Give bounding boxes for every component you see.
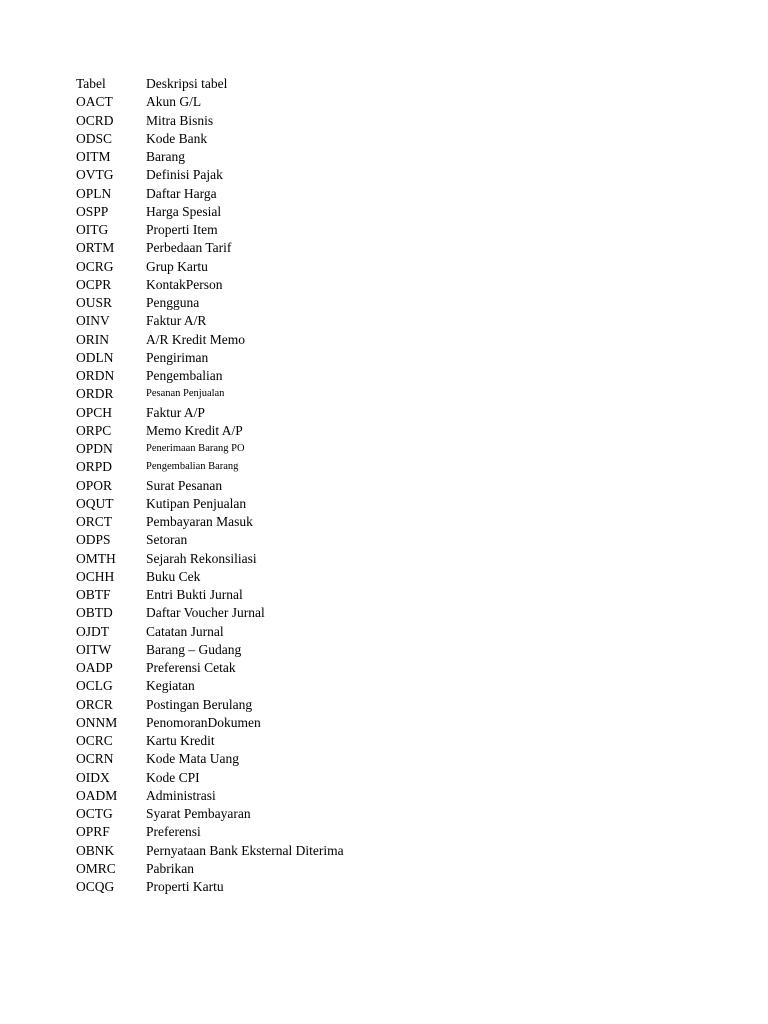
table-description: Buku Cek [146, 568, 201, 584]
table-code: OCHH [76, 568, 115, 584]
table-code: OCRC [76, 733, 113, 748]
table-row [76, 586, 736, 604]
table-row [76, 659, 736, 677]
table-description: Surat Pesanan [146, 477, 223, 493]
table-description: Kegiatan [146, 678, 195, 694]
table-row [76, 805, 736, 823]
table-row [76, 641, 736, 659]
table-row [76, 531, 736, 549]
table-code: OBNK [76, 842, 115, 858]
table-row [76, 787, 736, 805]
table-code: OPOR [76, 477, 113, 493]
table-code: OCTG [76, 806, 113, 821]
table-code: OCLG [76, 678, 113, 694]
table-description: Barang [146, 149, 185, 164]
table-code: OPRF [76, 824, 110, 840]
table-row [76, 677, 736, 695]
table-code: OITW [76, 641, 112, 657]
table-row [76, 112, 736, 130]
table-code: OCRG [76, 258, 114, 274]
table-code: OITG [76, 222, 109, 237]
table-row [76, 185, 736, 203]
table-code: OCPR [76, 276, 112, 292]
table-code: OMRC [76, 860, 116, 876]
table-row [76, 404, 736, 422]
table-description: Akun G/L [146, 94, 202, 110]
table-row [76, 568, 736, 586]
table-description: Harga Spesial [146, 203, 222, 219]
table-description: Pengguna [146, 295, 200, 310]
table-description: Penerimaan Barang PO [146, 443, 245, 454]
table-description: Setoran [146, 532, 188, 548]
table-header-row [76, 75, 736, 93]
table-row [76, 495, 736, 513]
table-row [76, 714, 736, 732]
table-description: Definisi Pajak [146, 167, 223, 183]
table-code: ONNM [76, 714, 118, 730]
table-code: OQUT [76, 495, 114, 511]
table-row [76, 385, 736, 403]
table-row [76, 148, 736, 166]
table-row [76, 550, 736, 568]
table-code: OMTH [76, 550, 116, 566]
table-description: Barang – Gudang [146, 641, 242, 657]
table-row [76, 331, 736, 349]
table-code: OADP [76, 660, 113, 675]
table-row [76, 878, 736, 896]
table-description: Pernyataan Bank Eksternal Diterima [146, 842, 344, 858]
table-row [76, 458, 736, 476]
header-code: Tabel [76, 76, 106, 91]
table-description: Syarat Pembayaran [146, 806, 251, 821]
table-code: OSPP [76, 203, 109, 219]
table-code: ORIN [76, 331, 109, 347]
table-row [76, 750, 736, 768]
table-row [76, 276, 736, 294]
table-row [76, 842, 736, 860]
table-row [76, 696, 736, 714]
table-code: OINV [76, 313, 110, 329]
table-row [76, 477, 736, 495]
table-code: ORPC [76, 422, 112, 438]
table-description: Preferensi [146, 824, 201, 840]
table-code: ORCR [76, 696, 113, 712]
table-code: OCRD [76, 112, 114, 128]
table-code: ORPD [76, 459, 113, 475]
table-row [76, 203, 736, 221]
table-row [76, 440, 736, 458]
table-description: Pesanan Penjualan [146, 388, 225, 400]
table-description: Kode CPI [146, 769, 200, 785]
table-row [76, 294, 736, 312]
table-description: Faktur A/P [146, 404, 205, 420]
table-code: OUSR [76, 295, 113, 310]
table-description: PenomoranDokumen [146, 714, 261, 730]
table-code: OITM [76, 149, 111, 164]
table-code: OPLN [76, 185, 112, 201]
table-description: Daftar Voucher Jurnal [146, 605, 265, 621]
table-code: OPCH [76, 404, 113, 420]
table-code: ODLN [76, 349, 114, 365]
table-description: Faktur A/R [146, 313, 207, 329]
table-code: ORDR [76, 386, 114, 402]
table-code: OACT [76, 94, 113, 110]
table-description: Kode Bank [146, 130, 208, 146]
table-description: Grup Kartu [146, 258, 208, 274]
table-description: Mitra Bisnis [146, 112, 214, 128]
table-description: Properti Kartu [146, 879, 224, 894]
table-row [76, 93, 736, 111]
table-code: OCQG [76, 879, 115, 894]
table-description: A/R Kredit Memo [146, 331, 245, 347]
table-description: Kartu Kredit [146, 733, 215, 748]
table-code: OJDT [76, 623, 109, 639]
table-code: ORTM [76, 240, 115, 256]
table-rows [76, 93, 736, 896]
table-row [76, 769, 736, 787]
table-description: Pembayaran Masuk [146, 514, 253, 529]
table-description: Daftar Harga [146, 185, 217, 201]
table-description: KontakPerson [146, 276, 223, 292]
table-code: ODSC [76, 130, 113, 146]
table-row [76, 860, 736, 878]
table-description: Sejarah Rekonsiliasi [146, 550, 257, 566]
table-description: Pabrikan [146, 860, 194, 876]
table-description: Entri Bukti Jurnal [146, 587, 243, 602]
table-row [76, 258, 736, 276]
table-description: Kode Mata Uang [146, 751, 239, 767]
table-row [76, 823, 736, 841]
table-description: Preferensi Cetak [146, 660, 236, 675]
table-row [76, 604, 736, 622]
table-code: OVTG [76, 167, 114, 183]
table-description: Postingan Berulang [146, 696, 253, 712]
table-description: Catatan Jurnal [146, 623, 224, 639]
table-description: Perbedaan Tarif [146, 240, 232, 256]
table-row [76, 367, 736, 385]
table-description-list [76, 75, 736, 896]
table-row [76, 349, 736, 367]
table-code: OCRN [76, 751, 114, 767]
table-description: Kutipan Penjualan [146, 495, 247, 511]
table-code: OADM [76, 787, 118, 803]
table-row [76, 513, 736, 531]
table-description: Administrasi [146, 787, 216, 803]
table-code: OPDN [76, 441, 113, 456]
table-description: Pengiriman [146, 349, 209, 365]
header-description: Deskripsi tabel [146, 76, 228, 91]
table-row [76, 732, 736, 750]
table-code: ORCT [76, 514, 113, 529]
table-row [76, 130, 736, 148]
table-row [76, 623, 736, 641]
table-code: ORDN [76, 368, 115, 383]
table-description: Pengembalian Barang [146, 461, 239, 473]
table-row [76, 221, 736, 239]
table-code: OBTD [76, 605, 113, 621]
table-row [76, 312, 736, 330]
table-row [76, 422, 736, 440]
table-code: ODPS [76, 532, 111, 548]
table-row [76, 239, 736, 257]
table-code: OBTF [76, 587, 111, 602]
table-description: Properti Item [146, 222, 218, 237]
table-description: Memo Kredit A/P [146, 422, 243, 438]
table-description: Pengembalian [146, 368, 223, 383]
table-code: OIDX [76, 769, 110, 785]
table-row [76, 166, 736, 184]
